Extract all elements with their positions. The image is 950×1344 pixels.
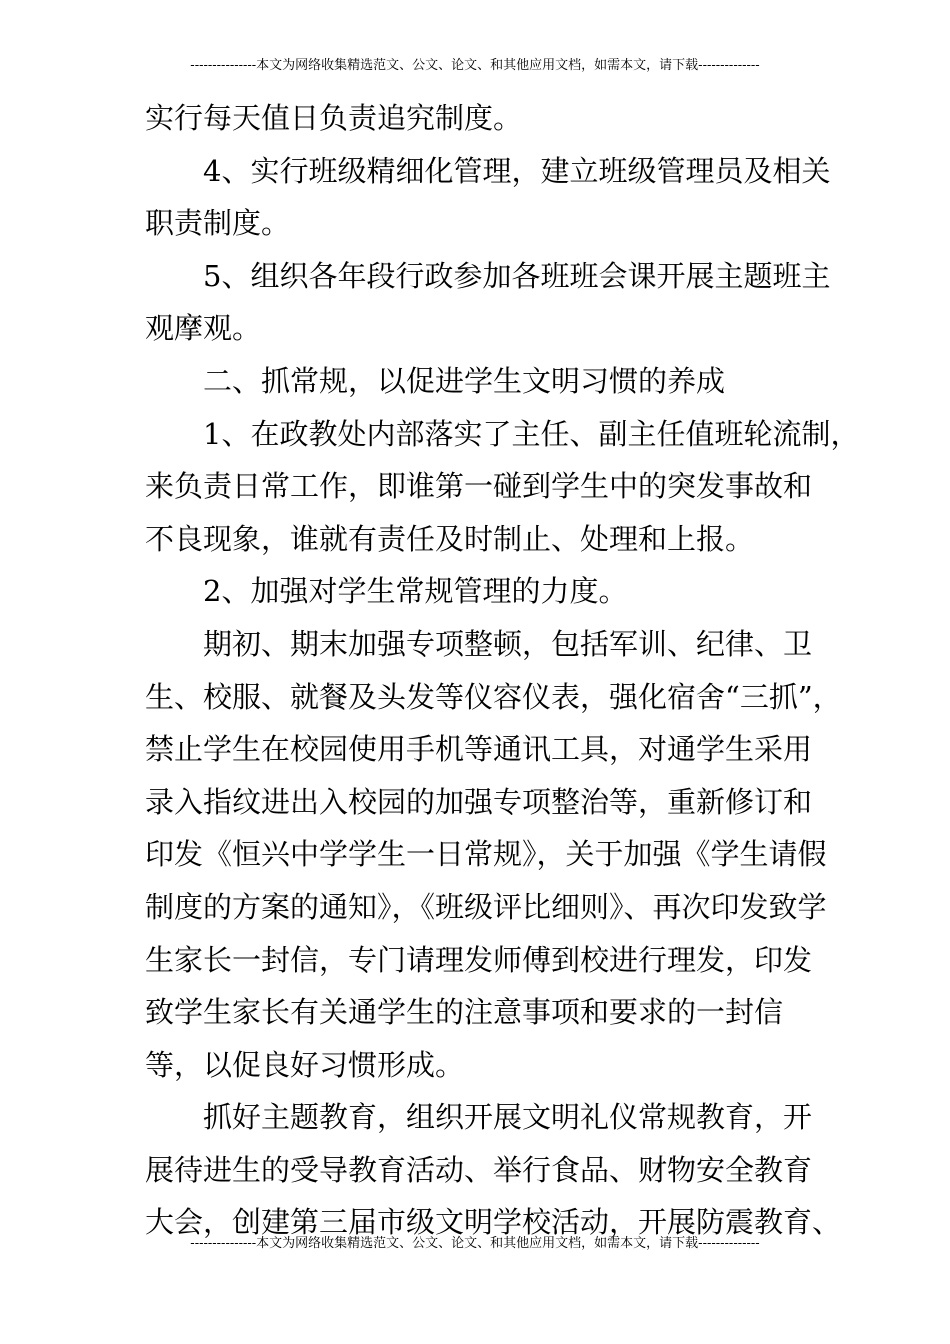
text-line: 生家长一封信，专门请理发师傅到校进行理发，印发 bbox=[145, 942, 813, 977]
text-line: 观摩观。 bbox=[145, 311, 262, 346]
text-line: 印发《恒兴中学学生一日常规》，关于加强《学生请假 bbox=[145, 837, 827, 872]
text-line: 1、在政教处内部落实了主任、副主任值班轮流制， bbox=[203, 416, 860, 451]
section-heading: 二、抓常规，以促进学生文明习惯的养成 bbox=[203, 363, 726, 398]
text-line: 2、加强对学生常规管理的力度。 bbox=[203, 574, 628, 609]
text-line: 抓好主题教育，组织开展文明礼仪常规教育，开 bbox=[203, 1100, 813, 1135]
text-line: 等，以促良好习惯形成。 bbox=[145, 1047, 465, 1082]
text-line: 来负责日常工作，即谁第一碰到学生中的突发事故和 bbox=[145, 469, 813, 504]
text-line: 生、校服、就餐及头发等仪容仪表，强化宿舍“三抓”， bbox=[145, 679, 842, 714]
text-line: 职责制度。 bbox=[145, 206, 291, 241]
header-banner: ---------------本文为网络收集精选范文、公文、论文、和其他应用文档，如需本文，请下载-------------- bbox=[190, 58, 760, 73]
text-line: 5、组织各年段行政参加各班班会课开展主题班主 bbox=[203, 258, 831, 293]
text-line: 致学生家长有关通学生的注意事项和要求的一封信 bbox=[145, 995, 784, 1030]
text-line: 展待进生的受导教育活动、举行食品、财物安全教育 bbox=[145, 1152, 813, 1187]
footer-banner: ---------------本文为网络收集精选范文、公文、论文、和其他应用文档，如需本文，请下载-------------- bbox=[190, 1236, 760, 1251]
text-line: 禁止学生在校园使用手机等通讯工具，对通学生采用 bbox=[145, 732, 813, 767]
text-line: 期初、期末加强专项整顿，包括军训、纪律、卫 bbox=[203, 626, 813, 661]
text-line: 4、实行班级精细化管理，建立班级管理员及相关 bbox=[203, 153, 831, 188]
text-line: 大会，创建第三届市级文明学校活动，开展防震教育、 bbox=[145, 1205, 842, 1240]
text-line: 不良现象，谁就有责任及时制止、处理和上报。 bbox=[145, 521, 755, 556]
text-line: 制度的方案的通知》，《班级评比细则》、再次印发致学 bbox=[145, 889, 827, 924]
text-line: 录入指纹进出入校园的加强专项整治等，重新修订和 bbox=[145, 784, 813, 819]
text-line: 实行每天值日负责追究制度。 bbox=[145, 101, 523, 135]
document-body bbox=[145, 92, 860, 1249]
